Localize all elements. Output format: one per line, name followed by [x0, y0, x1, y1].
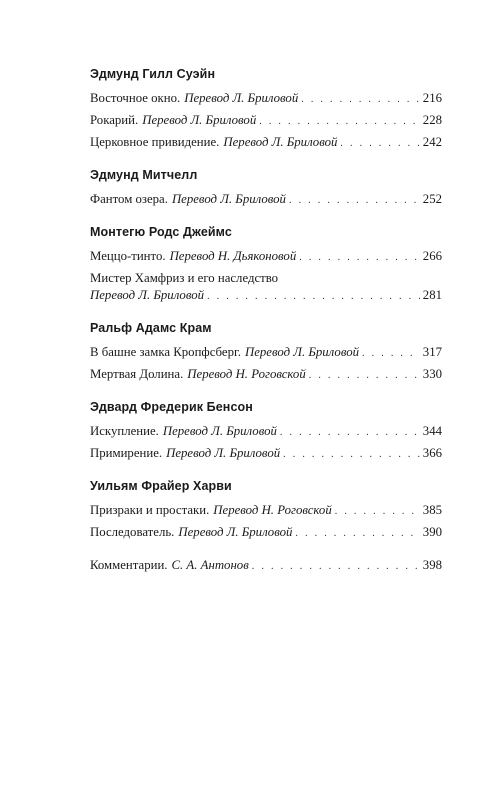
table-of-contents [90, 66, 442, 579]
translator-credit: Перевод Л. Бриловой [184, 91, 299, 105]
toc-section [90, 167, 442, 209]
story-title: В башне замка Кропфсберг. [90, 345, 241, 359]
translator-credit: Перевод Л. Бриловой [142, 113, 257, 127]
commentary-title: Комментарии. [90, 558, 168, 572]
translator-credit: Перевод Н. Дьяконовой [169, 249, 297, 263]
translator-credit: Перевод Л. Бриловой [90, 288, 205, 302]
page-number: 242 [422, 135, 442, 149]
dot-leader [289, 192, 420, 209]
toc-entry [90, 502, 442, 520]
dot-leader [283, 446, 420, 463]
author-heading: Уильям Фрайер Харви [90, 479, 232, 493]
toc-entry [90, 112, 442, 130]
toc-entry-continuation [90, 287, 442, 305]
dot-leader [335, 503, 420, 520]
toc-entry [90, 134, 442, 152]
toc-entry [90, 445, 442, 463]
page-number: 398 [422, 558, 442, 572]
dot-leader [362, 345, 420, 362]
story-title: Мистер Хамфриз и его наследство [90, 271, 279, 285]
story-title: Призраки и простаки. [90, 503, 210, 517]
commentary-entry [90, 557, 442, 575]
toc-section [90, 320, 442, 384]
translator-credit: Перевод Н. Роговской [213, 503, 332, 517]
translator-credit: Перевод Л. Бриловой [171, 192, 286, 206]
author-heading: Ральф Адамс Крам [90, 321, 212, 335]
translator-credit: Перевод Н. Роговской [187, 367, 306, 381]
story-title: Рокарий. [90, 113, 139, 127]
dot-leader [309, 367, 420, 384]
toc-section [90, 66, 442, 152]
story-title: Последователь. [90, 525, 175, 539]
page-number: 330 [422, 367, 442, 381]
page-number: 216 [422, 91, 442, 105]
story-title: Церковное привидение. [90, 135, 220, 149]
page-number: 228 [422, 113, 442, 127]
toc-entry [90, 423, 442, 441]
dot-leader [280, 424, 420, 441]
translator-credit: Перевод Л. Бриловой [166, 446, 281, 460]
dot-leader [252, 558, 420, 575]
story-title: Восточное окно. [90, 91, 181, 105]
dot-leader [301, 91, 420, 108]
translator-credit: Перевод Л. Бриловой [223, 135, 338, 149]
story-title: Фантом озера. [90, 192, 168, 206]
author-heading: Эдвард Фредерик Бенсон [90, 400, 253, 414]
page-number: 266 [422, 249, 442, 263]
toc-entry [90, 366, 442, 384]
toc-section [90, 399, 442, 463]
toc-section [90, 224, 442, 305]
toc-entry [90, 270, 442, 305]
toc-section [90, 478, 442, 542]
page-number: 390 [422, 525, 442, 539]
dot-leader [295, 525, 419, 542]
story-title: Примирение. [90, 446, 163, 460]
page-number: 252 [422, 192, 442, 206]
dot-leader [340, 135, 419, 152]
toc-entry [90, 524, 442, 542]
page-number: 385 [422, 503, 442, 517]
translator-credit: Перевод Л. Бриловой [244, 345, 360, 359]
toc-entry [90, 248, 442, 266]
toc-entry [90, 344, 442, 362]
author-heading: Эдмунд Митчелл [90, 168, 198, 182]
page-number: 281 [422, 288, 442, 302]
commentary-author: С. А. Антонов [171, 558, 249, 572]
author-heading: Монтегю Родс Джеймс [90, 225, 232, 239]
page-number: 317 [422, 345, 442, 359]
author-heading: Эдмунд Гилл Суэйн [90, 67, 216, 81]
toc-entry [90, 90, 442, 108]
story-title: Искупление. [90, 424, 159, 438]
story-title: Меццо-тинто. [90, 249, 166, 263]
story-title: Мертвая Долина. [90, 367, 184, 381]
page-number: 366 [422, 446, 442, 460]
translator-credit: Перевод Л. Бриловой [178, 525, 293, 539]
dot-leader [299, 249, 420, 266]
page-number: 344 [422, 424, 442, 438]
translator-credit: Перевод Л. Бриловой [162, 424, 277, 438]
toc-entry [90, 191, 442, 209]
dot-leader [207, 288, 420, 305]
dot-leader [259, 113, 420, 130]
